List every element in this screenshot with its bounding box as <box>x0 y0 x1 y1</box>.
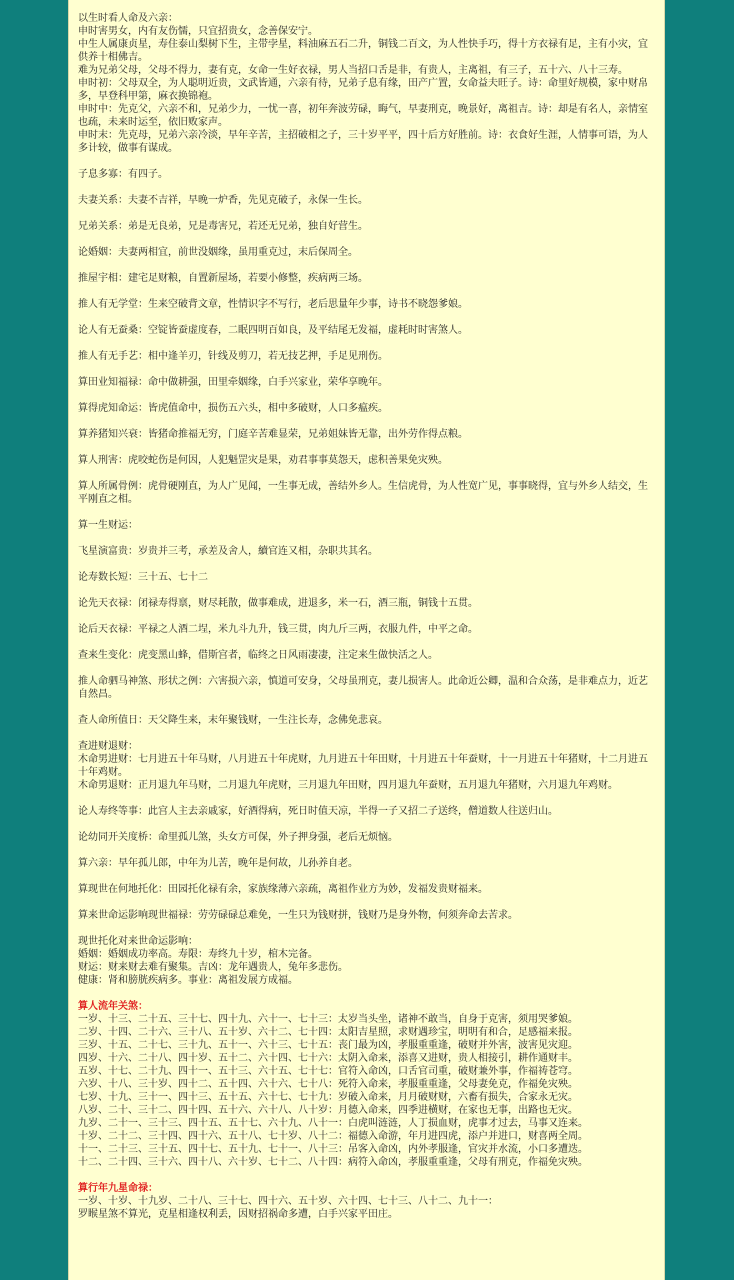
text-line: 推人有无手艺：相中逢羊刃，针线及剪刀，若无技艺押，手足见刑伤。 <box>78 351 388 362</box>
text-line: 论幼同开关度桥：命里孤儿煞，头女方可保，外子押身强，老后无烦恼。 <box>78 832 398 843</box>
paragraph-gap <box>78 558 656 571</box>
paragraph-block <box>78 675 656 701</box>
paragraph-block <box>78 935 656 987</box>
paragraph-block <box>78 168 656 181</box>
text-line: 飞星演富贵：岁贵并三考，承差及舍人，續官连又相，杂职共其名。 <box>78 546 378 557</box>
paragraph-gap <box>78 818 656 831</box>
paragraph-gap <box>78 896 656 909</box>
text-line: 十岁、二十二、三十四、四十六、五十八、七十岁、八十二：福德入命游，年月进四虎，添户并进口，财喜两全周。 <box>78 1131 588 1142</box>
paragraph-gap <box>78 207 656 220</box>
paragraph-block <box>78 454 656 467</box>
paragraph-gap <box>78 337 656 350</box>
text-line: 查来生变化：虎变黑山蜂，借斯宫者，临终之日风雨凄凄，注定来生做快活之人。 <box>78 650 438 661</box>
text-line: 健康：肾和膀胱疾病多。事业：离祖发展方成福。 <box>78 975 298 986</box>
paragraph-block <box>78 805 656 818</box>
paragraph-block <box>78 545 656 558</box>
text-line: 六岁、十八、三十岁、四十二、五十四、六十六、七十八：死符入命来，孝服重重逢，父母妻免克，作福免灾殃。 <box>78 1079 578 1090</box>
paragraph-gap <box>78 155 656 168</box>
text-line: 论寿数长短：三十五、七十二 <box>78 572 208 583</box>
text-line: 推人命驷马神煞、形状之例：六害损六亲，慎道可安身，父母虽刑克，妻儿损害人。此命近公卿，温和合众荡，是非难点力，近艺自然昌。 <box>78 676 648 700</box>
text-line: 现世托化对来世命运影响： <box>78 936 198 947</box>
paragraph-gap <box>78 311 656 324</box>
paragraph-block <box>78 402 656 415</box>
paragraph-block <box>78 831 656 844</box>
text-line: 申时中：先克父，六亲不和，兄弟少力，一忧一喜，初年奔波劳碌，晦气，早妻刑克，晚景好，离祖吉。诗：却是有名人，亲情室也疏，未来时运至，依旧败家声。 <box>78 104 648 128</box>
paragraph-block <box>78 623 656 636</box>
text-line: 三岁、十五、二十七、三十九、五十一、六十三、七十五：丧门最为凶，孝服重重逢，破财并外害，波害见灾迎。 <box>78 1040 578 1051</box>
paragraph-block <box>78 220 656 233</box>
text-line: 以生时看人命及六亲： <box>78 13 178 24</box>
text-line: 申时初：父母双全，为人聪明近贵，文武皆通，六亲有待，兄弟子息有缘，田产广置，女命益夫旺子。诗：命里好规模，家中财帛多，早登科甲第，麻衣换锦袍。 <box>78 78 648 102</box>
text-line: 算现世在何地托化：田园托化禄有余，家族缘薄六亲疏，离祖作业方为妙，发福发贵财福来。 <box>78 884 488 895</box>
paragraph-gap <box>78 389 656 402</box>
paragraph-gap <box>78 701 656 714</box>
text-line: 算来世命运影响现世福禄：劳劳碌碌总难免，一生只为钱财拼，钱财乃是身外物，何须奔命去苦求。 <box>78 910 518 921</box>
text-line: 四岁、十六、二十八、四十岁、五十二、六十四、七十六：太阴入命来，添喜又进财，贵人相接引，耕作通财丰。 <box>78 1053 578 1064</box>
paragraph-gap <box>78 922 656 935</box>
paragraph-gap <box>78 233 656 246</box>
text-line: 中生人属康贞星，寿住泰山梨树下生，主带孛星，料油麻五石二升，铜钱二百文，为人性快手巧，得十方衣禄有足，主有小灾，宜供养十相佛吉。 <box>78 39 648 63</box>
text-line: 论先天衣禄：闭禄寿得禀，财尽耗散，做事难成，进退多，米一石，酒三瓶，铜钱十五贯。 <box>78 598 478 609</box>
paragraph-gap <box>78 792 656 805</box>
paragraph-gap <box>78 636 656 649</box>
paragraph-gap <box>78 662 656 675</box>
paragraph-block <box>78 428 656 441</box>
paragraph-block <box>78 1182 656 1221</box>
text-line: 论人有无蚕桑：空锭皆蚕虚度春，二眠四明百如良，及平结尾无发福，虚耗时时害煞人。 <box>78 325 468 336</box>
text-line: 推人有无学堂：生来空破背文章，性情识字不写行，老后思量年少事，诗书不晓怨爹娘。 <box>78 299 468 310</box>
text-line: 兄弟关系：弟是无良弟，兄是毒害兄，若还无兄弟，独自好营生。 <box>78 221 368 232</box>
text-line: 论人寿终等事：此宫人主去亲戚家，好酒得病，死日时值天凉，半得一子又招二子送终，僧道数人往送归山。 <box>78 806 558 817</box>
text-line: 一岁、十岁、十九岁、二十八、三十七、四十六、五十岁、六十四、七十三、八十二、九十一： <box>78 1196 498 1207</box>
text-line: 论后天衣禄：平禄之人酒二埕，米九斗九升，钱三贯，肉九斤三两，衣服九件，中平之命。 <box>78 624 478 635</box>
text-line: 财运：财来财去难有聚集。吉凶：龙年遇贵人，兔年多悲伤。 <box>78 962 348 973</box>
section-heading: 算人流年关煞： <box>78 1001 148 1012</box>
paragraph-block <box>78 597 656 610</box>
text-line: 罗睺星煞不算光，克星相逢权利丢，因财招祸命多遭，白手兴家平田庄。 <box>78 1209 398 1220</box>
paragraph-block <box>78 194 656 207</box>
text-line: 算六亲：早年孤儿郎，中年为儿苦，晚年是何故，儿孙养自老。 <box>78 858 358 869</box>
paragraph-gap <box>78 467 656 480</box>
paragraph-gap <box>78 610 656 623</box>
paragraph-gap <box>78 506 656 519</box>
paragraph-block <box>78 350 656 363</box>
paragraph-block <box>78 909 656 922</box>
text-line: 算得虎知命运：皆虎值命中，损伤五六头，相中多破财，人口多瘟疾。 <box>78 403 388 414</box>
text-line: 二岁、十四、二十六、三十八、五十岁、六十二、七十四：太阳吉星照，求财遇珍宝，明明有和合，足感福来报。 <box>78 1027 578 1038</box>
text-line: 查进财退财： <box>78 741 138 752</box>
text-line: 算人所属骨例：虎骨硬刚直，为人广见闻，一生事无成，善结外乡人。生信虎骨，为人性宽广见，事事晓得，宜与外乡人结交，生平刚直之相。 <box>78 481 648 505</box>
text-line: 木命男退财：正月退九年马财，二月退九年虎财，三月退九年田财，四月退九年蚕财，五月退九年猪财，六月退九年鸡财。 <box>78 780 618 791</box>
paragraph-block <box>78 857 656 870</box>
paragraph-block <box>78 324 656 337</box>
paragraph-block <box>78 883 656 896</box>
paragraph-block <box>78 480 656 506</box>
text-line: 算人刑害：虎咬蛇伤是何因，人犯魁罡灾是果，劝君事事莫怨天，虑积善果免灾殃。 <box>78 455 448 466</box>
paragraph-gap <box>78 1169 656 1182</box>
paragraph-block <box>78 519 656 532</box>
paragraph-gap <box>78 285 656 298</box>
text-line: 一岁、十三、二十五、三十七、四十九、六十一、七十三：太岁当头坐，诸神不敢当，自身于克害，须用哭爹娘。 <box>78 1014 578 1025</box>
paragraph-gap <box>78 584 656 597</box>
paragraph-block <box>78 740 656 792</box>
text-line: 申时末：先克母，兄弟六亲冷淡，早年辛苦，主招破相之子，三十岁平平，四十后方好胜前。诗：衣食好生涯，人情事可语，为人多计较，做事有谋成。 <box>78 130 648 154</box>
section-heading: 算行年九星命禄： <box>78 1183 158 1194</box>
paragraph-gap <box>78 363 656 376</box>
text-line: 算一生财运： <box>78 520 138 531</box>
paragraph-block <box>78 376 656 389</box>
paragraph-gap <box>78 441 656 454</box>
paragraph-gap <box>78 727 656 740</box>
text-line: 木命男进财：七月进五十年马财，八月进五十年虎财，九月进五十年田财，十月进五十年蚕财，十一月进五十年猪财，十二月进五十年鸡财。 <box>78 754 648 778</box>
paragraph-block <box>78 272 656 285</box>
text-line: 夫妻关系：夫妻不吉祥，早晚一炉香，先见克破子，永保一生长。 <box>78 195 368 206</box>
paragraph-gap <box>78 532 656 545</box>
text-line: 论婚姻：夫妻两相宜，前世没姻缘，虽用重克过，末后保周全。 <box>78 247 358 258</box>
text-line: 十二、二十四、三十六、四十八、六十岁、七十二、八十四：病符入命凶，孝服重重逢，父母有刑克，作福免灾殃。 <box>78 1157 588 1168</box>
text-line: 查人命所值日：天父降生来，末年聚钱财，一生注长寿，念佛免悲哀。 <box>78 715 388 726</box>
paragraph-gap <box>78 181 656 194</box>
text-line: 算田业知福禄：命中做耕强，田里牵姻缘，白手兴家业，荣华享晚年。 <box>78 377 388 388</box>
paragraph-block <box>78 12 656 155</box>
text-line: 子息多寡：有四子。 <box>78 169 168 180</box>
paragraph-gap <box>78 870 656 883</box>
paragraph-gap <box>78 987 656 1000</box>
document-panel <box>68 0 665 1280</box>
paragraph-gap <box>78 259 656 272</box>
paragraph-block <box>78 571 656 584</box>
paragraph-block <box>78 714 656 727</box>
text-line: 婚姻：婚姻成功率高。寿限：寿终九十岁，棺木完备。 <box>78 949 318 960</box>
text-line: 申时害男女，内有友伤懦，只宜招贵女，念善保安宁。 <box>78 26 318 37</box>
paragraph-block <box>78 246 656 259</box>
text-line: 五岁、十七、二十九、四十一、五十三、六十五、七十七：官符入命凶，口舌官司重，破财兼外事，作福祷苍穹。 <box>78 1066 578 1077</box>
text-line: 八岁、二十、三十二、四十四、五十六、六十八、八十岁：月德入命来，四季进横财，在家也无事，出路也无灾。 <box>78 1105 578 1116</box>
paragraph-gap <box>78 415 656 428</box>
paragraph-block <box>78 1000 656 1169</box>
text-line: 推屋宇相：建宅足财粮，自置新屋场，若要小修整，疾病两三场。 <box>78 273 368 284</box>
text-line: 九岁、二十一、三十三、四十五、五十七、六十九、八十一：白虎叫涟涟，人丁损血财，虎事才过去，马事又连来。 <box>78 1118 588 1129</box>
paragraph-block <box>78 649 656 662</box>
paragraph-block <box>78 298 656 311</box>
text-line: 难为兄弟父母，父母不得力，妻有克，女命一生好衣禄，男人当招口舌是非，有贵人，主离祖，有三子，五十六、八十三寿。 <box>78 65 628 76</box>
document-body <box>78 12 656 1221</box>
text-line: 十一、二十三、三十五、四十七、五十九、七十一、八十三：吊客入命凶，内外孝服逢，官灾并水流，小口多遭迭。 <box>78 1144 588 1155</box>
text-line: 七岁、十九、三十一、四十三、五十五、六十七、七十九：岁破入命来，月月破财财，六畜有损失，合家永无灾。 <box>78 1092 578 1103</box>
text-line: 算养猪知兴衰：皆猪命推福无穷，门庭辛苦难显荣，兄弟姐妹皆无靠，出外劳作得点粮。 <box>78 429 468 440</box>
paragraph-gap <box>78 844 656 857</box>
